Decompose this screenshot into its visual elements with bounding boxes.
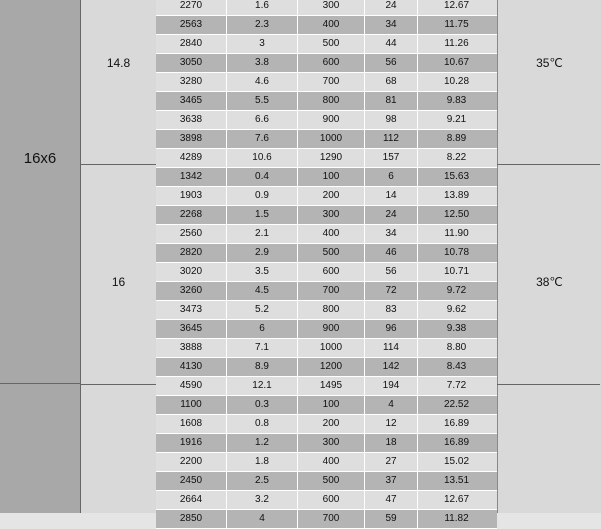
table-cell: 700: [298, 73, 365, 91]
table-cell: 114: [365, 339, 418, 357]
table-cell: 12.50: [443, 209, 470, 220]
table-cell: 2450: [156, 472, 227, 490]
table-cell: 16.89: [443, 437, 470, 448]
table-row: [156, 491, 497, 510]
table-cell: 500: [298, 472, 365, 490]
table-row: [156, 320, 497, 339]
table-cell: 1100: [156, 396, 227, 414]
table-cell: 3050: [156, 54, 227, 72]
group-separator: [497, 164, 600, 165]
table-cell: 9.72: [446, 285, 467, 296]
table-cell: 10.78: [443, 247, 470, 258]
table-cell: 200: [298, 415, 365, 433]
table-cell: 300: [298, 434, 365, 452]
table-row: [156, 92, 497, 111]
table-cell: 300: [298, 0, 365, 15]
table-cell: 15.02: [443, 456, 470, 467]
table-cell: 12.67: [443, 0, 470, 11]
table-cell: 2.9: [227, 244, 298, 262]
table-cell: 1.8: [227, 453, 298, 471]
table-cell: 7.1: [227, 339, 298, 357]
data-table: [156, 0, 497, 524]
table-cell: 1000: [298, 339, 365, 357]
table-cell: 13.51: [443, 475, 470, 486]
table-cell: 800: [298, 92, 365, 110]
table-cell: 4130: [156, 358, 227, 376]
voltage-label: 16: [111, 275, 126, 289]
table-cell: 10.28: [443, 76, 470, 87]
table-cell: 500: [298, 244, 365, 262]
table-cell: 400: [298, 16, 365, 34]
table-cell: 3465: [156, 92, 227, 110]
table-cell: 4590: [156, 377, 227, 395]
table-row: [156, 206, 497, 225]
table-cell: 3.5: [227, 263, 298, 281]
table-cell: 1608: [156, 415, 227, 433]
table-cell: 1.5: [227, 206, 298, 224]
table-cell: 11.82: [444, 513, 469, 524]
table-cell: 12.1: [227, 377, 298, 395]
table-row: [156, 301, 497, 320]
table-cell: 2820: [156, 244, 227, 262]
table-cell: 2270: [156, 0, 227, 15]
temperature-label: 38℃: [536, 275, 563, 289]
table-cell: 1.2: [227, 434, 298, 452]
table-cell: 2.3: [227, 16, 298, 34]
table-row: [156, 358, 497, 377]
group-separator: [497, 384, 600, 385]
table-cell: 3.2: [227, 491, 298, 509]
table-cell: 8.22: [446, 152, 467, 163]
table-cell: 15.63: [443, 171, 470, 182]
table-cell: 3645: [156, 320, 227, 338]
table-cell: 59: [365, 510, 418, 528]
table-row: [156, 472, 497, 491]
table-cell: 24: [365, 206, 418, 224]
table-cell: 600: [298, 491, 365, 509]
temperature-column: [497, 0, 601, 513]
table-row: [156, 434, 497, 453]
table-cell: 112: [365, 130, 418, 148]
table-cell: 1200: [298, 358, 365, 376]
table-row: [156, 168, 497, 187]
table-row: [156, 111, 497, 130]
table-cell: 37: [365, 472, 418, 490]
table-cell: 34: [365, 225, 418, 243]
table-cell: 8.9: [227, 358, 298, 376]
table-cell: 1495: [298, 377, 365, 395]
table-cell: 700: [298, 510, 365, 528]
table-row: [156, 415, 497, 434]
table-row: [156, 73, 497, 92]
table-cell: 5.2: [227, 301, 298, 319]
table-cell: 157: [365, 149, 418, 167]
table-cell: 1916: [156, 434, 227, 452]
table-cell: 9.21: [446, 114, 467, 125]
table-cell: 0.9: [227, 187, 298, 205]
table-cell: 2.5: [227, 472, 298, 490]
table-cell: 2.1: [227, 225, 298, 243]
table-cell: 46: [365, 244, 418, 262]
table-cell: 4289: [156, 149, 227, 167]
table-cell: 12: [365, 415, 418, 433]
size-separator: [0, 383, 80, 384]
table-cell: 2268: [156, 206, 227, 224]
table-cell: 4: [365, 396, 418, 414]
table-cell: 10.71: [443, 266, 470, 277]
table-cell: 3638: [156, 111, 227, 129]
table-row: [156, 187, 497, 206]
table-cell: 9.62: [446, 304, 467, 315]
table-cell: 13.89: [443, 190, 470, 201]
table-cell: 600: [298, 263, 365, 281]
table-cell: 8.43: [446, 361, 467, 372]
table-cell: 7.72: [446, 380, 467, 391]
table-cell: 11.90: [444, 228, 469, 239]
voltage-column: [81, 0, 156, 513]
table-cell: 1903: [156, 187, 227, 205]
table-row: [156, 377, 497, 396]
table-cell: 68: [365, 73, 418, 91]
table-cell: 9.83: [446, 95, 467, 106]
table-cell: 2840: [156, 35, 227, 53]
table-cell: 500: [298, 35, 365, 53]
table-cell: 5.5: [227, 92, 298, 110]
table-cell: 4: [227, 510, 298, 528]
table-row: [156, 396, 497, 415]
table-cell: 2560: [156, 225, 227, 243]
table-cell: 2664: [156, 491, 227, 509]
table-cell: 10.67: [443, 57, 470, 68]
table-cell: 100: [298, 396, 365, 414]
table-cell: 14: [365, 187, 418, 205]
table-cell: 400: [298, 453, 365, 471]
table-cell: 3260: [156, 282, 227, 300]
table-row: [156, 16, 497, 35]
table-cell: 56: [365, 54, 418, 72]
table-cell: 1342: [156, 168, 227, 186]
table-cell: 72: [365, 282, 418, 300]
table-cell: 16.89: [443, 418, 470, 429]
temperature-label: 35℃: [536, 56, 563, 70]
table-cell: 24: [365, 0, 418, 15]
table-cell: 600: [298, 54, 365, 72]
table-cell: 6: [227, 320, 298, 338]
table-cell: 4.6: [227, 73, 298, 91]
table-cell: 83: [365, 301, 418, 319]
group-separator: [81, 384, 156, 385]
table-cell: 98: [365, 111, 418, 129]
table-cell: 27: [365, 453, 418, 471]
table-cell: 3280: [156, 73, 227, 91]
table-cell: 800: [298, 301, 365, 319]
table-row: [156, 130, 497, 149]
table-cell: 0.4: [227, 168, 298, 186]
table-row: [156, 282, 497, 301]
table-cell: 9.38: [446, 323, 467, 334]
table-cell: 1000: [298, 130, 365, 148]
table-cell: 400: [298, 225, 365, 243]
table-cell: 3898: [156, 130, 227, 148]
table-cell: 3.8: [227, 54, 298, 72]
table-cell: 0.8: [227, 415, 298, 433]
table-row: [156, 244, 497, 263]
table-cell: 10.6: [227, 149, 298, 167]
table-cell: 6.6: [227, 111, 298, 129]
table-cell: 44: [365, 35, 418, 53]
table-cell: 3: [227, 35, 298, 53]
table-row: [156, 453, 497, 472]
table-cell: 200: [298, 187, 365, 205]
table-cell: 4.5: [227, 282, 298, 300]
table-cell: 8.80: [446, 342, 467, 353]
table-cell: 2850: [156, 510, 227, 528]
table-row: [156, 0, 497, 16]
table-cell: 18: [365, 434, 418, 452]
table-cell: 81: [365, 92, 418, 110]
table-cell: 2200: [156, 453, 227, 471]
table-cell: 300: [298, 206, 365, 224]
table-cell: 1.6: [227, 0, 298, 15]
table-cell: 22.52: [443, 399, 470, 410]
table-row: [156, 54, 497, 73]
voltage-label: 14.8: [106, 56, 131, 70]
table-row: [156, 35, 497, 54]
table-cell: 12.67: [443, 494, 470, 505]
table-cell: 96: [365, 320, 418, 338]
table-cell: 194: [365, 377, 418, 395]
table-cell: 56: [365, 263, 418, 281]
table-cell: 3020: [156, 263, 227, 281]
table-row: [156, 510, 497, 529]
table-cell: 7.6: [227, 130, 298, 148]
table-cell: 11.75: [444, 19, 469, 30]
table-cell: 142: [365, 358, 418, 376]
table-cell: 1290: [298, 149, 365, 167]
table-cell: 700: [298, 282, 365, 300]
table-row: [156, 225, 497, 244]
table-cell: 3888: [156, 339, 227, 357]
table-cell: 0.3: [227, 396, 298, 414]
table-cell: 47: [365, 491, 418, 509]
table-cell: 3473: [156, 301, 227, 319]
table-cell: 8.89: [446, 133, 467, 144]
size-column: [0, 0, 81, 513]
table-cell: 11.26: [444, 38, 469, 49]
table-cell: 34: [365, 16, 418, 34]
table-cell: 6: [365, 168, 418, 186]
size-label: 16x6: [23, 150, 57, 167]
table-cell: 2563: [156, 16, 227, 34]
table-row: [156, 263, 497, 282]
table-row: [156, 339, 497, 358]
table-cell: 900: [298, 320, 365, 338]
group-separator: [81, 164, 156, 165]
table-cell: 100: [298, 168, 365, 186]
table-cell: 900: [298, 111, 365, 129]
table-row: [156, 149, 497, 168]
